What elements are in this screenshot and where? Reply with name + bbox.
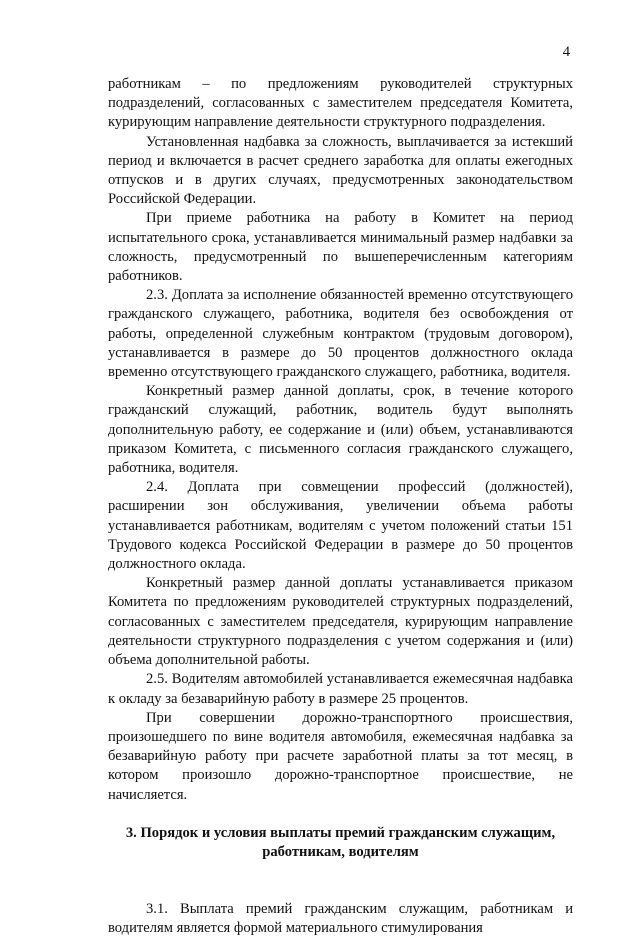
section-title-line1: 3. Порядок и условия выплаты премий гражданским служащим, [125,824,556,841]
paragraph-2-3-details: Конкретный размер данной доплаты, срок, в течение которого гражданский служащий, работник, водитель будут выполнять дополнительную работу, ее содержание и (или) объем, устанавливаются приказом Комитета, с письменного согласия гражданского служащего, работника, водителя. [108,383,573,477]
paragraph-accident: При совершении дорожно-транспортного происшествия, произошедшего по вине водителя автомобиля, ежемесячная надбавка за безаварийную работу при расчете заработной платы за тот месяц, в котором произошло дорожно-транспортное происшествие, не начисляется. [108,709,573,803]
section-title-line2: работникам, водителям [262,843,419,860]
paragraph-2-4: 2.4. Доплата при совмещении профессий (должностей), расширении зон обслуживания, увеличении объема работы устанавливается работникам, водителям с учетом положений статьи 151 Трудового кодекса Российской Федерации в размере до 50 процентов должностного оклада. [108,479,573,573]
paragraph-3-1: 3.1. Выплата премий гражданским служащим, работникам и водителям является формой материального стимулирования [108,901,573,937]
document-body [108,75,573,939]
paragraph-2-4-details: Конкретный размер данной доплаты устанавливается приказом Комитета по предложениям руководителей структурных подразделений, согласованных с заместителем председателя, курирующим направление деятельности структурного подразделения с учетом содержания и (или) объема дополнительной работы. [108,575,573,669]
section-gap [108,862,573,900]
paragraph-2-5: 2.5. Водителям автомобилей устанавливается ежемесячная надбавка к окладу за безаварийную работу в размере 25 процентов. [108,671,573,707]
page-number: 4 [562,44,570,60]
paragraph-probation: При приеме работника на работу в Комитет на период испытательного срока, устанавливается минимальный размер надбавки за сложность, предусмотренный по вышеперечисленным категориям работников. [108,210,573,285]
paragraph-allowance-payment: Установленная надбавка за сложность, выплачивается за истекший период и включается в расчет среднего заработка для оплаты ежегодных отпусков и в других случаях, предусмотренных законодательством Российской Федерации. [108,133,573,208]
section-title [108,824,573,862]
paragraph-2-3: 2.3. Доплата за исполнение обязанностей временно отсутствующего гражданского служащего, работника, водителя без освобождения от работы, определенной служебным контрактом (трудовым договором), устанавливается в размере до 50 процентов должностного оклада временно отсутствующего гражданского служащего, работника, водителя. [108,287,573,381]
paragraph-continuation: работникам – по предложениям руководителей структурных подразделений, согласованных с заместителем председателя Комитета, курирующим направление деятельности структурного подразделения. [108,76,573,131]
